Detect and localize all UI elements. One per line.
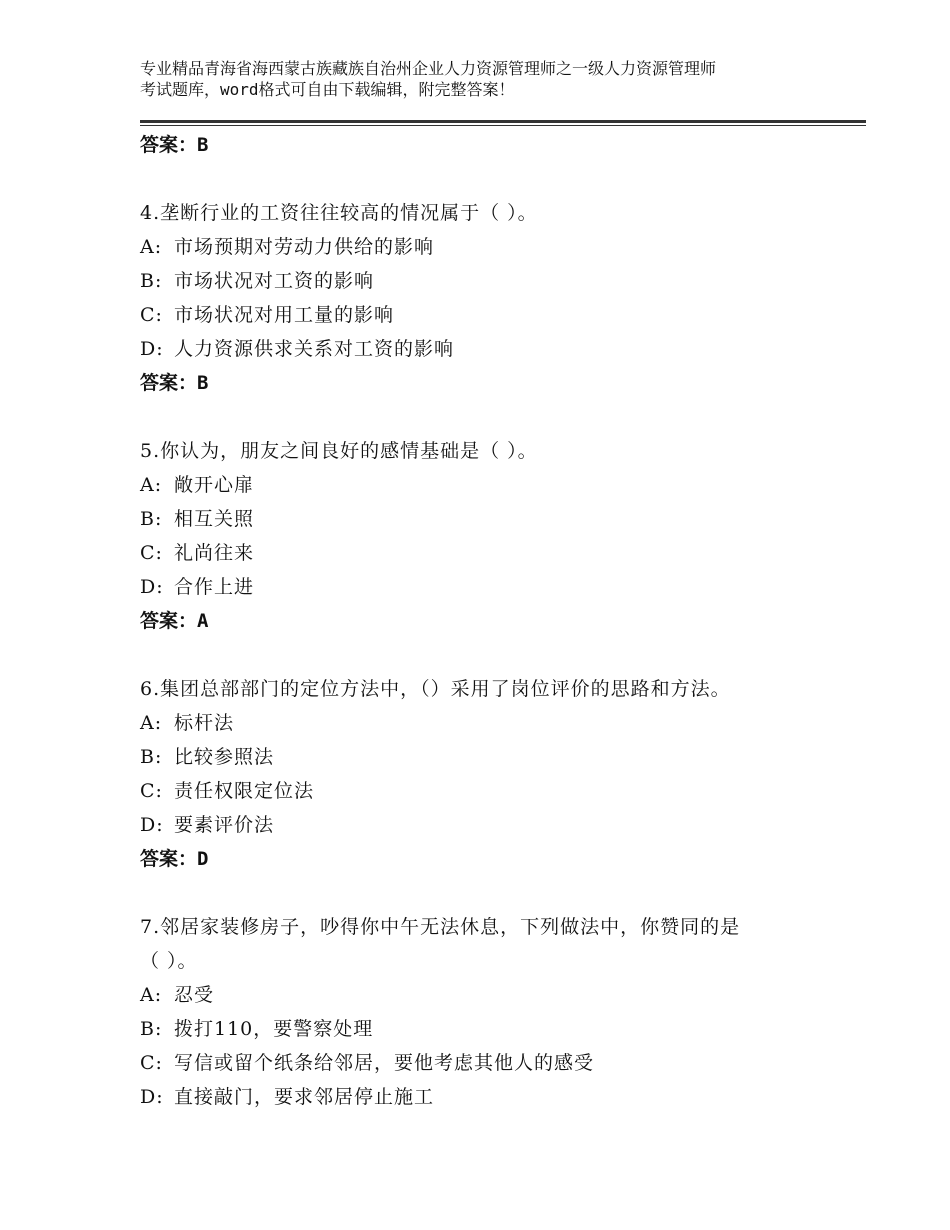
option-d <box>140 570 860 604</box>
header-title-line2: 考试题库，word格式可自由下载编辑，附完整答案！ <box>140 80 515 99</box>
option-text: 要素评价法 <box>174 814 275 836</box>
question-7 <box>140 910 860 1114</box>
option-d <box>140 1080 860 1114</box>
option-letter: C: <box>140 542 163 564</box>
option-text: 标杆法 <box>174 712 235 734</box>
option-letter: A: <box>140 236 163 258</box>
question-4 <box>140 196 860 400</box>
option-letter: A: <box>140 712 163 734</box>
option-text: 市场预期对劳动力供给的影响 <box>174 236 435 258</box>
question-stem-line1: 7.邻居家装修房子，吵得你中午无法休息，下列做法中，你赞同的是 <box>140 916 741 938</box>
option-letter: B: <box>140 1018 163 1040</box>
option-c <box>140 298 860 332</box>
option-a <box>140 978 860 1012</box>
question-answer: 答案：D <box>140 848 209 870</box>
option-b <box>140 264 860 298</box>
option-text: 合作上进 <box>174 576 255 598</box>
option-c <box>140 536 860 570</box>
option-letter: B: <box>140 270 163 292</box>
spacer <box>140 876 860 910</box>
option-b <box>140 502 860 536</box>
option-letter: D: <box>140 338 164 360</box>
option-letter: D: <box>140 576 164 598</box>
question-5 <box>140 434 860 638</box>
question-stem: 6.集团总部部门的定位方法中，（）采用了岗位评价的思路和方法。 <box>140 678 731 700</box>
question-6 <box>140 672 860 876</box>
option-a <box>140 230 860 264</box>
spacer <box>140 638 860 672</box>
option-b <box>140 1012 860 1046</box>
option-d <box>140 808 860 842</box>
option-letter: C: <box>140 1052 163 1074</box>
option-text: 礼尚往来 <box>174 542 255 564</box>
option-c <box>140 1046 860 1080</box>
option-letter: B: <box>140 746 163 768</box>
option-text: 写信或留个纸条给邻居，要他考虑其他人的感受 <box>174 1052 595 1074</box>
option-text: 市场状况对工资的影响 <box>174 270 375 292</box>
option-text: 比较参照法 <box>174 746 275 768</box>
spacer <box>140 400 860 434</box>
spacer <box>140 162 860 196</box>
header-divider-thick <box>140 120 866 123</box>
option-text: 市场状况对用工量的影响 <box>174 304 395 326</box>
option-text: 直接敲门，要求邻居停止施工 <box>174 1086 435 1108</box>
option-a <box>140 468 860 502</box>
option-c <box>140 774 860 808</box>
option-text: 敞开心扉 <box>174 474 255 496</box>
option-letter: A: <box>140 474 163 496</box>
option-letter: D: <box>140 814 164 836</box>
option-b <box>140 740 860 774</box>
option-letter: B: <box>140 508 163 530</box>
option-letter: C: <box>140 304 163 326</box>
question-stem-line2: （ ）。 <box>140 950 198 972</box>
header-divider-thin <box>140 125 866 126</box>
question-stem: 4.垄断行业的工资往往较高的情况属于（ ）。 <box>140 202 538 224</box>
option-text: 忍受 <box>174 984 215 1006</box>
option-text: 人力资源供求关系对工资的影响 <box>174 338 455 360</box>
option-text: 相互关照 <box>174 508 255 530</box>
question-list <box>140 128 860 1114</box>
question-answer: 答案：A <box>140 610 209 632</box>
option-letter: D: <box>140 1086 164 1108</box>
option-a <box>140 706 860 740</box>
option-letter: C: <box>140 780 163 802</box>
question-stem: 5.你认为，朋友之间良好的感情基础是（ ）。 <box>140 440 538 462</box>
option-text: 责任权限定位法 <box>174 780 315 802</box>
option-d <box>140 332 860 366</box>
option-text: 拨打110，要警察处理 <box>174 1018 374 1040</box>
header-title-line1: 专业精品青海省海西蒙古族藏族自治州企业人力资源管理师之一级人力资源管理师 <box>140 59 717 78</box>
option-letter: A: <box>140 984 163 1006</box>
question-answer: 答案：B <box>140 372 209 394</box>
document-header <box>140 58 830 100</box>
previous-answer: 答案：B <box>140 134 209 156</box>
